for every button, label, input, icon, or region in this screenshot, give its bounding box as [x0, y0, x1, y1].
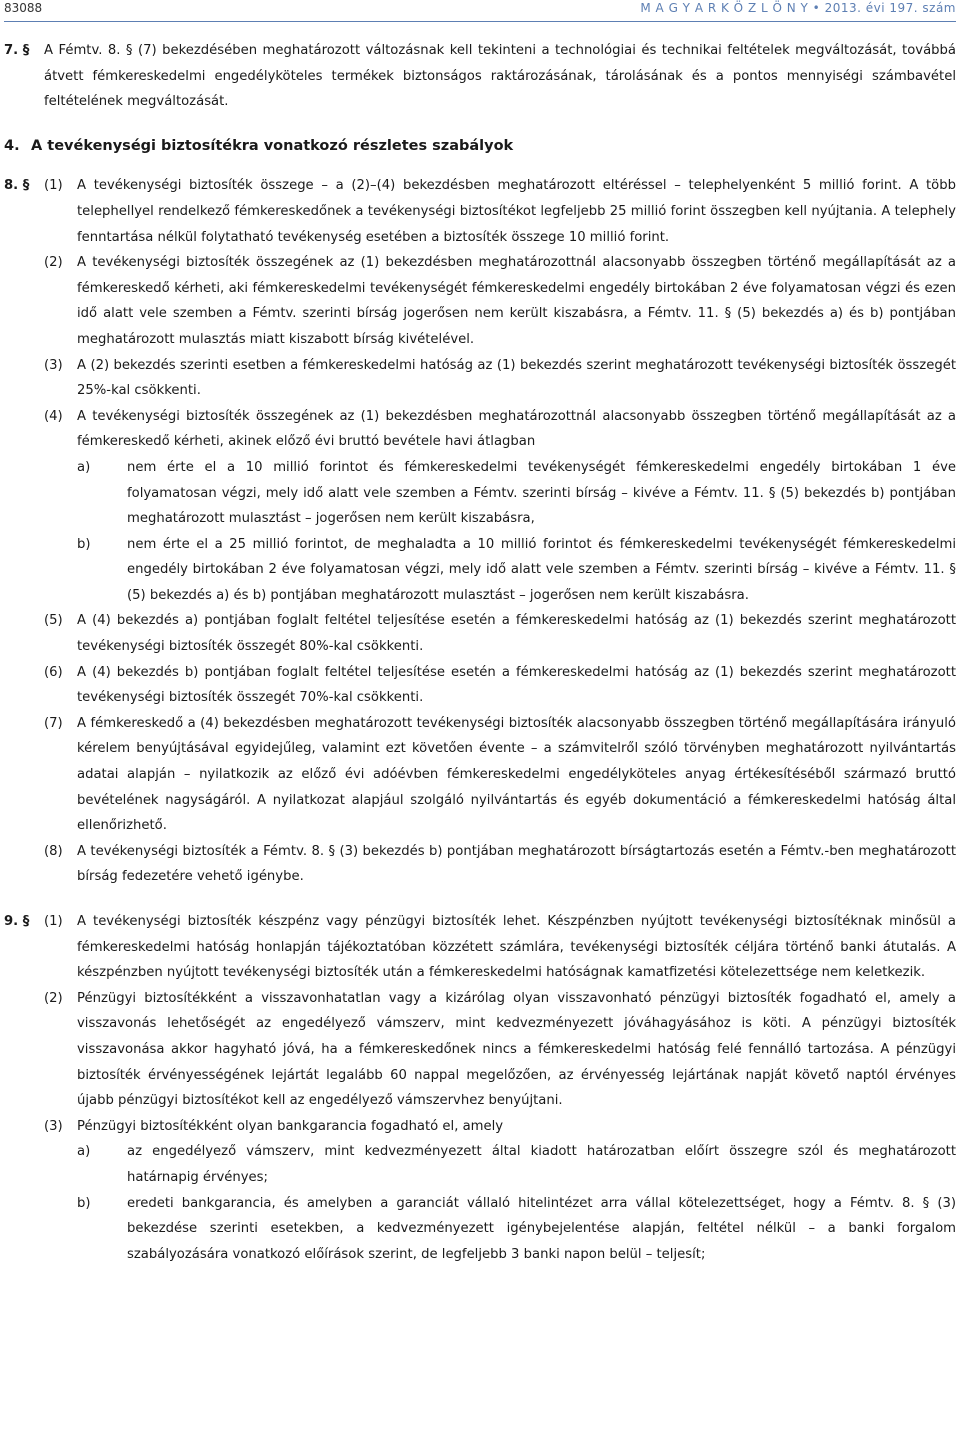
paragraph	[44, 173, 956, 250]
list-item	[77, 1191, 956, 1268]
paragraph	[44, 660, 956, 711]
page-number: 83088	[4, 1, 43, 15]
paragraph-text: Pénzügyi biztosítékként olyan bankgarancia fogadható el, amely	[77, 1118, 504, 1134]
paragraph	[44, 839, 956, 890]
paragraph	[44, 909, 956, 986]
section-heading	[4, 134, 956, 160]
paragraph-number: (2)	[44, 990, 63, 1006]
article-9	[4, 909, 956, 1267]
article-8	[4, 173, 956, 890]
paragraph-text: A (2) bekezdés szerinti esetben a fémkereskedelmi hatóság az (1) bekezdés szerint meghatározott tevékenységi biztosíték összegét 25%-kal csökkenti.	[77, 357, 956, 399]
paragraph	[44, 711, 956, 839]
paragraph	[44, 353, 956, 404]
item-label: a)	[77, 459, 91, 475]
paragraph-number: (4)	[44, 408, 63, 424]
item-text: nem érte el a 25 millió forintot, de meghaladta a 10 millió forintot és fémkereskedelmi tevékenységét fémkereskedelmi engedély birtokában 2 éve folyamatosan végzi, mely idő alatt vele szemben a Fémtv. szerinti bírság – kivéve a Fémtv. 11. § (5) bekezdés a) és b) pontjában meghatározott mulasztást – jogerősen nem került kiszabásra.	[127, 536, 956, 603]
list-item	[77, 1139, 956, 1190]
paragraph-number: (7)	[44, 715, 63, 731]
item-label: a)	[77, 1144, 91, 1160]
paragraph-text: A (4) bekezdés b) pontjában foglalt feltétel teljesítése esetén a fémkereskedelmi hatóság az (1) bekezdés szerint meghatározott tevékenységi biztosíték összegét 70%-kal csökkenti.	[77, 664, 956, 706]
item-label: b)	[77, 1195, 91, 1211]
paragraph-number: (6)	[44, 664, 63, 680]
paragraph	[44, 250, 956, 352]
paragraph-number: (3)	[44, 357, 63, 373]
section-number: 4.	[4, 137, 20, 154]
article-number: 8. §	[4, 178, 30, 194]
paragraph-text: A (4) bekezdés a) pontjában foglalt feltétel teljesítése esetén a fémkereskedelmi hatóság az (1) bekezdés szerint meghatározott tevékenységi biztosíték összegét 80%-kal csökkenti.	[77, 613, 956, 655]
list-item	[77, 532, 956, 609]
item-label: b)	[77, 536, 91, 552]
list-item	[77, 455, 956, 532]
paragraph-text: A tevékenységi biztosíték a Fémtv. 8. § (3) bekezdés b) pontjában meghatározott bírságtartozás esetén a Fémtv.-ben meghatározott bírság fedezetére vehető igénybe.	[77, 843, 956, 885]
paragraph-number: (3)	[44, 1118, 63, 1134]
paragraph-number: (2)	[44, 255, 63, 271]
paragraph-text: A tevékenységi biztosíték készpénz vagy pénzügyi biztosíték lehet. Készpénzben nyújtott tevékenységi biztosítéknak minősül a fémkereskedelmi hatóság honlapján tájékoztatóban közzétett számlára, tevékenységi biztosíték céljára történő banki átutalás. A készpénzben nyújtott tevékenységi biztosíték után a fémkereskedelmi hatóságnak kamatfizetési kötelezettsége nem keletkezik.	[77, 914, 956, 981]
paragraph	[44, 404, 956, 609]
document-body	[4, 38, 956, 1267]
article-number: 9. §	[4, 914, 30, 929]
header-rule	[4, 21, 956, 22]
paragraph	[44, 1114, 956, 1268]
paragraph-text: A fémkereskedő a (4) bekezdésben meghatározott tevékenységi biztosíték alacsonyabb összegben történő megállapítására irányuló kérelem benyújtásával egyidejűleg, valamint ezt követően évente – a számvitelről szóló törvényben meghatározott nyilvántartás adatai alapján – nyilatkozik az előző évi adóévben fémkereskedelmi engedélyköteles anyag értékesítéséből származó bruttó bevételének nagyságáról. A nyilatkozat alapjául szolgáló nyilvántartás és egyéb dokumentáció a fémkereskedelmi hatóság által ellenőrizhető.	[77, 715, 956, 834]
paragraph	[44, 986, 956, 1114]
paragraph-number: (1)	[44, 914, 63, 929]
article-body	[44, 909, 956, 1267]
article-number: 7. §	[4, 43, 30, 58]
item-text: nem érte el a 10 millió forintot és fémkereskedelmi tevékenységét fémkereskedelmi engedély birtokában 1 éve folyamatosan végzi, mely idő alatt vele szemben a Fémtv. szerinti bírság – kivéve a Fémtv. 11. § (5) bekezdés b) pontjában meghatározott mulasztást – jogerősen nem került kiszabásra,	[127, 459, 956, 527]
paragraph-number: (1)	[44, 178, 63, 194]
paragraph-text: Pénzügyi biztosítékként a visszavonhatatlan vagy a kizárólag olyan visszavonható pénzügyi biztosíték fogadható el, amely a visszavonás lehetőségét az engedélyező vámszerv, mint kedvezményezett jóváhagyásához is köti. A pénzügyi biztosíték visszavonása akkor hagyható jóvá, ha a fémkereskedőnek nincs a fémkereskedelmi hatóság felé fennálló tartozása. A pénzügyi biztosíték érvényességének lejártát legalább 60 nappal megelőzően, az érvényesség lejártának napját követő naptól érvényes újabb pénzügyi biztosítékot kell az engedélyező vámszervhez benyújtani.	[77, 990, 956, 1109]
paragraph-body	[77, 1114, 956, 1268]
item-text: eredeti bankgarancia, és amelyben a garanciát vállaló hitelintézet arra vállal kötelezettséget, hogy a Fémtv. 8. § (3) bekezdése szerinti esetekben, a kedvezményezett igénybejelentése alapján, feltétel nélkül – a banki forgalom szabályozására vonatkozó előírások szerint, de legfeljebb 3 banki napon belül – teljesít;	[127, 1195, 956, 1262]
paragraph-number: (5)	[44, 613, 63, 629]
paragraph-text: A tevékenységi biztosíték összegének az (1) bekezdésben meghatározottnál alacsonyabb összegben történő megállapítását az a fémkereskedő kérheti, aki fémkereskedelmi tevékenységét fémkereskedelmi engedély birtokában 2 éve folyamatosan végzi és ezen idő alatt vele szemben a Fémtv. szerinti bírság jogerősen nem került kiszabásra, a Fémtv. 11. § (5) bekezdés a) és b) pontjában meghatározott mulasztás miatt kiszabott bírság kivételével.	[77, 255, 956, 347]
article-text: A Fémtv. 8. § (7) bekezdésében meghatározott változásnak kell tekinteni a technológiai és technikai feltételek megváltozását, továbbá átvett fémkereskedelmi engedélyköteles termékek biztonságos raktározásának, tárolásának és a pontos mennyiségi számbavétel feltételének megváltozását.	[44, 43, 956, 110]
page-header	[4, 0, 956, 20]
item-text: az engedélyező vámszerv, mint kedvezményezett által kiadott határozatban előírt összegre szól és meghatározott határnapig érvényes;	[127, 1144, 956, 1185]
section-title: A tevékenységi biztosítékra vonatkozó részletes szabályok	[31, 137, 514, 154]
paragraph-text: A tevékenységi biztosíték összegének az (1) bekezdésben meghatározottnál alacsonyabb összegben történő megállapítását az a fémkereskedő kérheti, akinek előző évi bruttó bevétele havi átlagban	[77, 408, 956, 450]
article-body	[44, 173, 956, 890]
paragraph	[44, 608, 956, 659]
paragraph-text: A tevékenységi biztosíték összege – a (2)–(4) bekezdésben meghatározott eltéréssel – telephelyenként 5 millió forint. A több telephellyel rendelkező fémkereskedőnek a tevékenységi biztosítékot legfeljebb 25 millió forint összegben kell nyújtania. A telephely fenntartása nélkül folytatható tevékenység esetében a biztosíték összege 10 millió forint.	[77, 178, 956, 245]
article-7	[4, 38, 956, 115]
journal-title: M A G Y A R K Ö Z L Ö N Y • 2013. évi 197. szám	[640, 1, 956, 15]
paragraph-number: (8)	[44, 843, 63, 859]
paragraph-body	[77, 404, 956, 609]
